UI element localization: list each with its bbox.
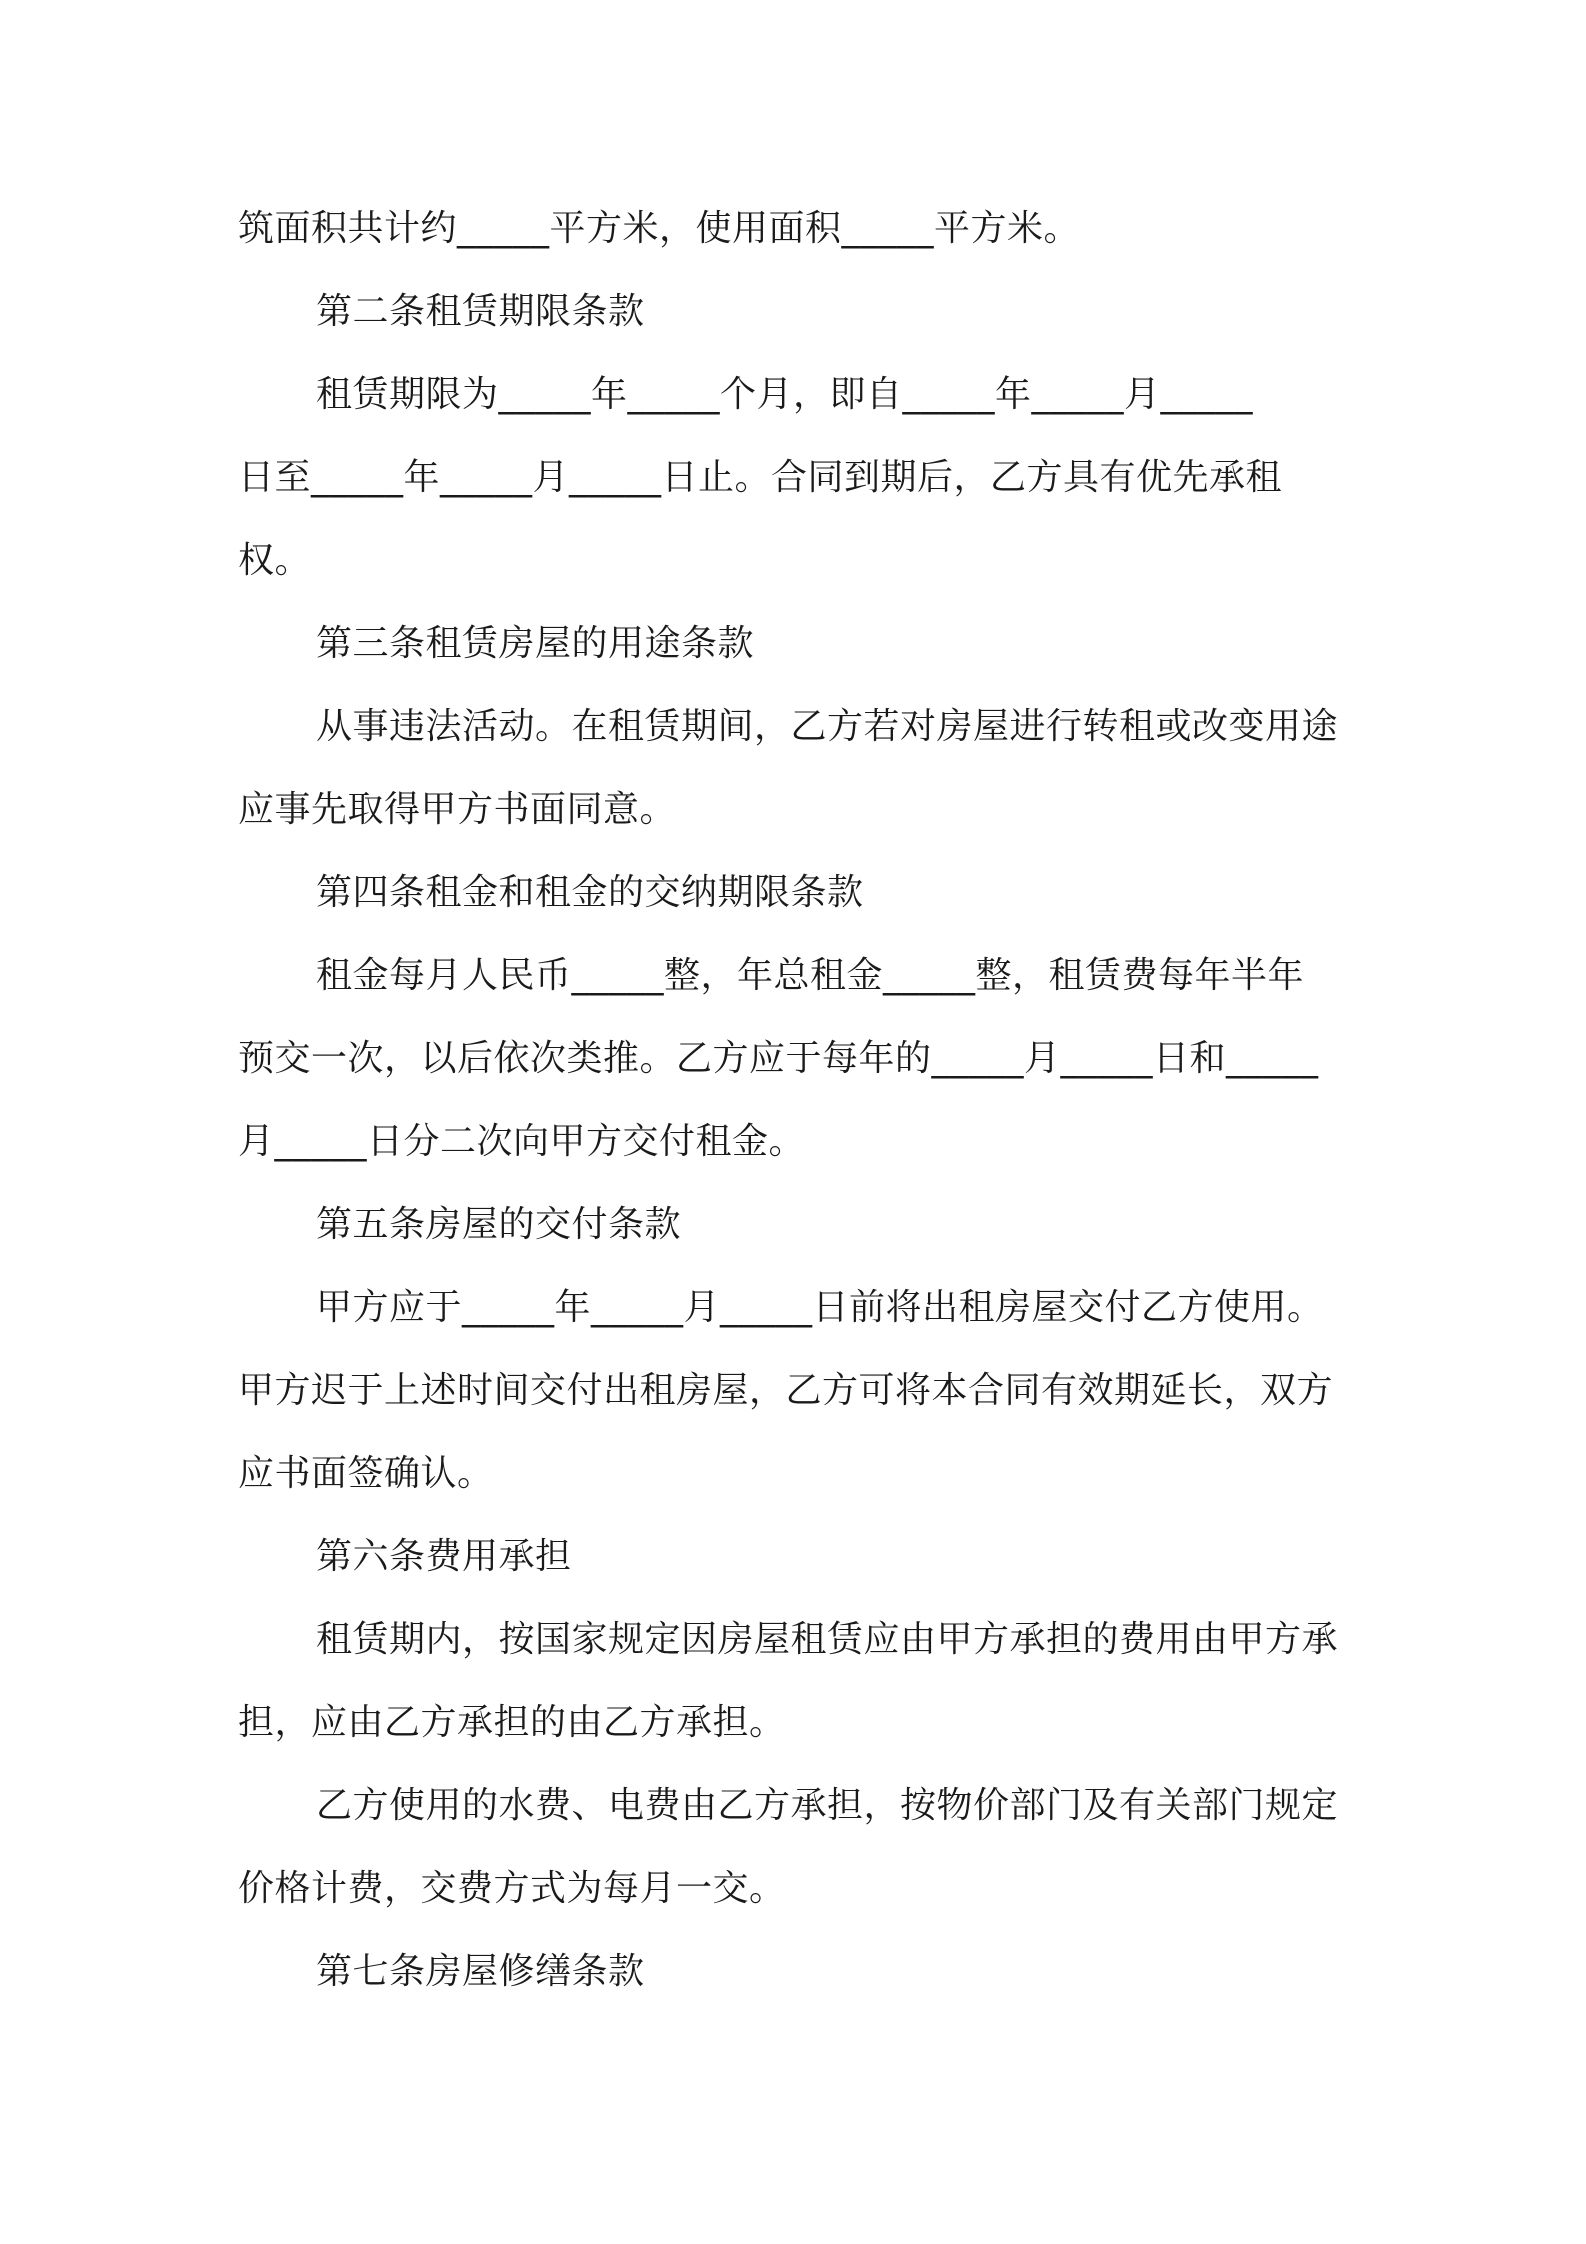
- body-text-area-line: 筑面积共计约_____平方米，使用面积_____平方米。: [238, 208, 1081, 249]
- usage-line-2: 应事先取得甲方书面同意。: [238, 789, 677, 830]
- article-5-heading: 第五条房屋的交付条款: [316, 1204, 682, 1245]
- utilities-line-1: 乙方使用的水费、电费由乙方承担，按物价部门及有关部门规定: [316, 1785, 1339, 1826]
- article-3-heading: 第三条租赁房屋的用途条款: [316, 623, 755, 664]
- lease-term-line-1: 租赁期限为_____年_____个月，即自_____年_____月_____: [316, 374, 1254, 415]
- utilities-line-2: 价格计费，交费方式为每月一交。: [238, 1868, 786, 1909]
- lease-term-line-2: 日至_____年_____月_____日止。合同到期后，乙方具有优先承租: [238, 457, 1283, 498]
- article-2-heading: 第二条租赁期限条款: [316, 291, 645, 332]
- rent-line-1: 租金每月人民币_____整，年总租金_____整，租赁费每年半年: [316, 955, 1305, 996]
- article-6-heading: 第六条费用承担: [316, 1536, 572, 1577]
- article-4-heading: 第四条租金和租金的交纳期限条款: [316, 872, 864, 913]
- usage-line-1: 从事违法活动。在租赁期间，乙方若对房屋进行转租或改变用途: [316, 706, 1339, 747]
- costs-line-1: 租赁期内，按国家规定因房屋租赁应由甲方承担的费用由甲方承: [316, 1619, 1339, 1660]
- costs-line-2: 担，应由乙方承担的由乙方承担。: [238, 1702, 786, 1743]
- lease-term-line-3: 权。: [238, 540, 312, 581]
- rent-line-2: 预交一次，以后依次类推。乙方应于每年的_____月_____日和_____: [238, 1038, 1319, 1079]
- delivery-line-1: 甲方应于_____年_____月_____日前将出租房屋交付乙方使用。: [316, 1287, 1324, 1328]
- delivery-line-2: 甲方迟于上述时间交付出租房屋，乙方可将本合同有效期延长，双方: [238, 1370, 1334, 1411]
- rent-line-3: 月_____日分二次向甲方交付租金。: [238, 1121, 806, 1162]
- article-7-heading: 第七条房屋修缮条款: [316, 1951, 645, 1992]
- delivery-line-3: 应书面签确认。: [238, 1453, 494, 1494]
